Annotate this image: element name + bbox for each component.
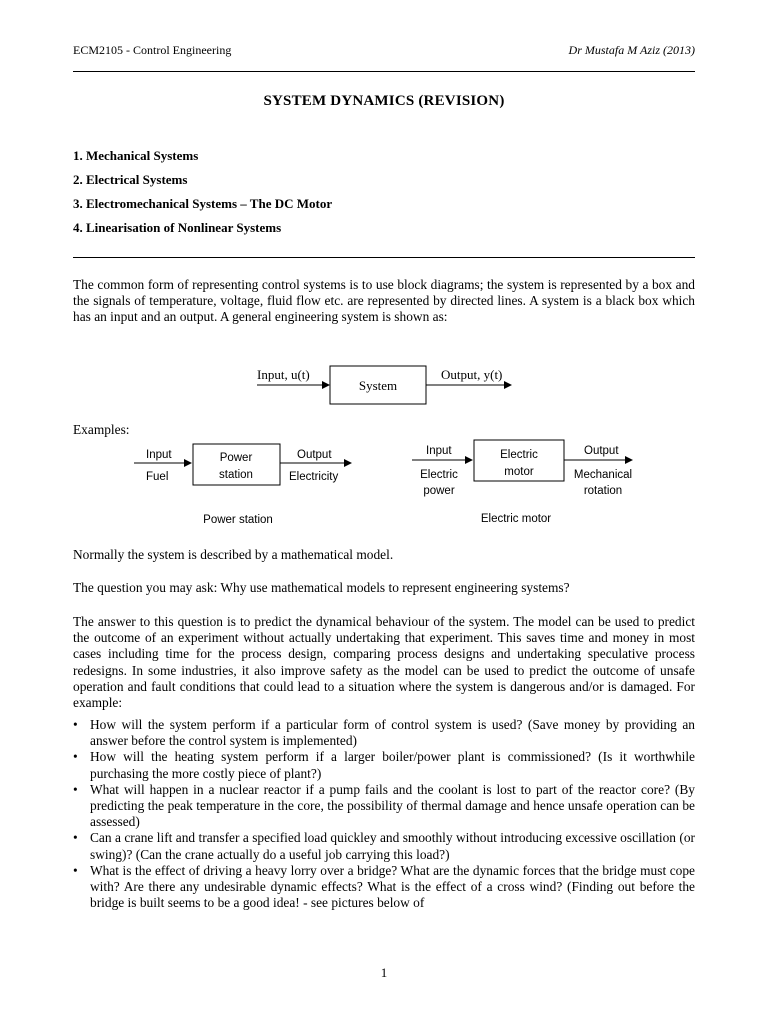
toc-item-4: 4. Linearisation of Nonlinear Systems <box>73 220 282 235</box>
model-paragraph: Normally the system is described by a mathematical model. <box>73 547 394 562</box>
general-input-label: Input, u(t) <box>257 367 310 382</box>
list-item: • How will the heating system perform if a larger boiler/power plant is commissioned? (Is it worthwhile purchasing the more costly piece of plant?) <box>73 749 695 781</box>
em-input-value-line1: Electric <box>420 469 458 481</box>
em-box-line2: motor <box>504 466 534 478</box>
em-output-value-line2: rotation <box>583 485 623 497</box>
example-bullet-list <box>73 717 695 911</box>
examples-label: Examples: <box>73 422 130 437</box>
ps-input-value: Fuel <box>146 471 169 483</box>
intro-paragraph: The common form of representing control systems is to use block diagrams; the system is represented by a box and the signals of temperature, voltage, fluid flow etc. are represented by directed lines. A system is a black box which has an input and an output. A general engineering system is shown as: <box>73 277 695 325</box>
page-number: 1 <box>380 965 388 980</box>
toc-item-3: 3. Electromechanical Systems – The DC Motor <box>73 196 333 211</box>
list-item: • What is the effect of driving a heavy lorry over a bridge? What are the dynamic forces that the bridge must cope with? Are there any undesirable dynamic effects? What is the effect of a cross wind? (Finding out before the bridge is built seems to be a good idea! - see pictures below of <box>73 863 695 912</box>
em-box-line1: Electric <box>500 449 538 461</box>
list-item: • How will the system perform if a particular form of control system is used? (Save money by providing an answer before the control system is implemented) <box>73 717 695 749</box>
em-output-label: Output <box>584 445 619 457</box>
ps-output-label: Output <box>297 449 332 461</box>
ps-input-label: Input <box>146 449 172 461</box>
list-item: • Can a crane lift and transfer a specified load quickley and smoothly without introducing excessive oscillation (or swing)? (Can the crane actually do a useful job carrying this load?) <box>73 830 695 862</box>
toc-item-2: 2. Electrical Systems <box>73 172 188 187</box>
header-author: Dr Mustafa M Aziz (2013) <box>568 43 695 57</box>
ps-box-line2: station <box>219 469 253 481</box>
system-box-label: System <box>358 378 398 393</box>
ps-caption: Power station <box>203 514 273 526</box>
header-course: ECM2105 - Control Engineering <box>73 43 232 57</box>
page-title: SYSTEM DYNAMICS (REVISION) <box>263 93 505 109</box>
electric-motor-diagram <box>412 440 632 525</box>
list-item: • What will happen in a nuclear reactor if a pump fails and the coolant is lost to part of the reactor core? (By predicting the peak temperature in the core, the possibility of thermal damage and hence unsafe operation can be assessed) <box>73 782 695 831</box>
em-input-label: Input <box>426 445 452 457</box>
question-paragraph: The question you may ask: Why use mathematical models to represent engineering systems? <box>73 580 570 595</box>
em-input-value-line2: power <box>423 485 455 497</box>
ps-box-line1: Power <box>219 452 253 464</box>
toc-item-1: 1. Mechanical Systems <box>73 148 199 163</box>
ps-output-value: Electricity <box>289 471 339 483</box>
em-output-value-line1: Mechanical <box>573 469 633 481</box>
em-caption: Electric motor <box>480 513 552 525</box>
power-station-diagram <box>134 444 351 526</box>
general-system-diagram <box>257 366 511 404</box>
general-output-label: Output, y(t) <box>441 367 503 382</box>
answer-paragraph: The answer to this question is to predict the dynamical behaviour of the system. The model can be used to predict the outcome of an experiment without actually undertaking that experiment. This saves time and money in most cases including time for the process design, comparing process designs and undertaking speculative process redesigns. In some industries, it also improve safety as the model can be used to predict the outcome of unsafe operation and fault conditions that could lead to a situation where the system is dangerous and/or is damaged. For example: <box>73 614 695 711</box>
